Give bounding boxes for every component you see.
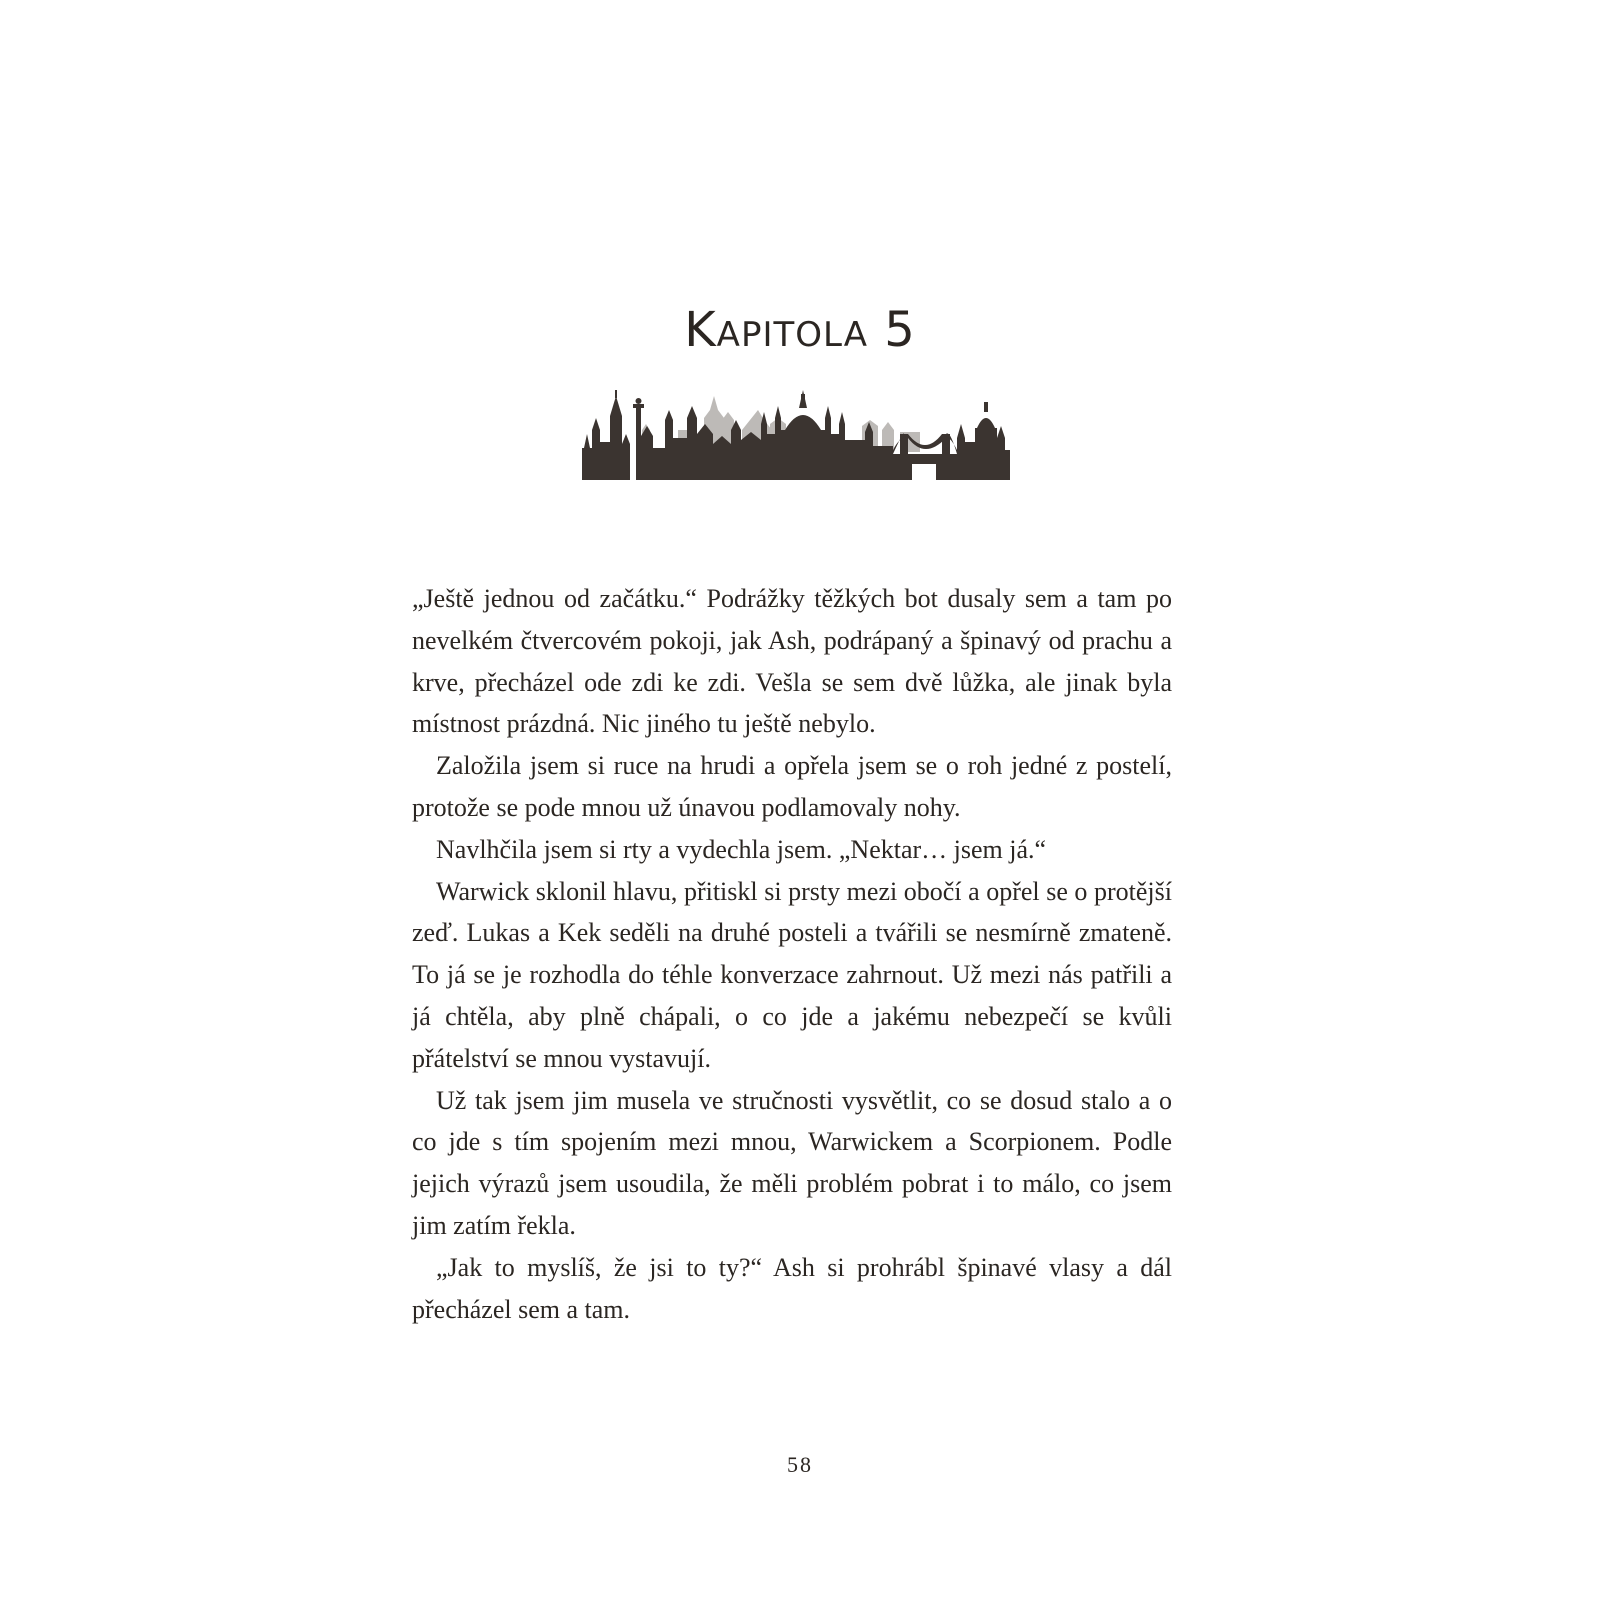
paragraph: Warwick sklonil hlavu, přitiskl si prsty mezi obočí a opřel se o protější zeď. Lukas a Kek seděli na druhé posteli a tvářili se nesmírně zmateně. To já se je rozhodla do téhle konverzace zahrnout. Už mezi nás patřili a já chtěla, aby plně chápali, o co jde a jakému nebezpečí se kvůli přátelství se mnou vystavují. (412, 876, 1172, 1073)
paragraph: Navlhčila jsem si rty a vydechla jsem. „Nektar… jsem já.“ (436, 834, 1047, 864)
paragraph: Založila jsem si ruce na hrudi a opřela jsem se o roh jedné z postelí, protože se pode mnou už únavou podlamovaly nohy. (412, 751, 1172, 822)
city-skyline-icon (582, 390, 1010, 480)
chapter-body (412, 578, 1172, 1330)
paragraph: Už tak jsem jim musela ve stručnosti vysvětlit, co se dosud stalo a o co jde s tím spojením mezi mnou, Warwickem a Scorpionem. Podle jejich výrazů jsem usoudila, že měli problém pobrat i to málo, co jsem jim zatím řekla. (412, 1085, 1172, 1240)
paragraph: „Ještě jednou od začátku.“ Podrážky těžkých bot dusaly sem a tam po nevelkém čtvercovém pokoji, jak Ash, podrápaný a špinavý od prachu a krve, přecházel ode zdi ke zdi. Vešla se sem dvě lůžka, ale jinak byla místnost prázdná. Nic jiného tu ještě nebylo. (412, 584, 1172, 739)
page-number: 58 (787, 1452, 813, 1477)
paragraph: „Jak to myslíš, že jsi to ty?“ Ash si prohrábl špinavé vlasy a dál přecházel sem a tam. (412, 1252, 1172, 1324)
chapter-title: Kapitola 5 (684, 302, 916, 358)
